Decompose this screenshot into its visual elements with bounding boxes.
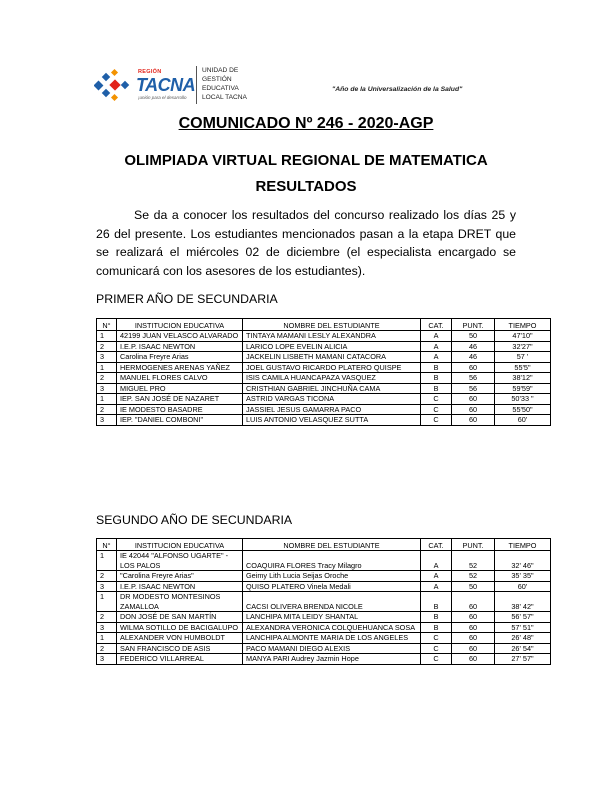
cell-student: JASSIEL JESUS GAMARRA PACO	[243, 404, 421, 415]
cell-school: I.E.P. ISAAC NEWTON	[117, 581, 243, 592]
cell-number: 3	[97, 352, 117, 363]
column-header-school: INSTITUCION EDUCATIVA	[117, 319, 243, 331]
cell-student: LANCHIPA MITA LEIDY SHANTAL	[243, 612, 421, 623]
table-row	[97, 551, 551, 571]
cell-number: 1	[97, 592, 117, 612]
cell-points: 52	[452, 551, 495, 571]
column-header-points: PUNT.	[452, 319, 495, 331]
column-header-student: NOMBRE DEL ESTUDIANTE	[243, 539, 421, 551]
cell-points: 60	[452, 622, 495, 633]
table-row	[97, 571, 551, 582]
document-subtitle: RESULTADOS	[255, 178, 357, 195]
cell-student: LUIS ANTONIO VELASQUEZ SUTTA	[243, 415, 421, 426]
cell-points: 60	[452, 404, 495, 415]
column-header-category: CAT.	[421, 539, 452, 551]
cell-school: DR MODESTO MONTESINOS ZAMALLOA	[117, 592, 243, 612]
cell-category: C	[421, 394, 452, 405]
cell-school: Carolina Freyre Arias	[117, 352, 243, 363]
cell-category: B	[421, 622, 452, 633]
cell-number: 3	[97, 383, 117, 394]
cell-number: 2	[97, 404, 117, 415]
cell-category: A	[421, 352, 452, 363]
cell-student: LANCHIPA ALMONTE MARIA DE LOS ANGELES	[243, 633, 421, 644]
table-row	[97, 331, 551, 342]
cell-student: LARICO LOPE EVELIN ALICIA	[243, 341, 421, 352]
cell-number: 1	[97, 551, 117, 571]
cell-student: QUISO PLATERO Vinela Medali	[243, 581, 421, 592]
results-table-segundo-ano	[96, 538, 551, 665]
cell-points: 56	[452, 373, 495, 384]
table-row	[97, 404, 551, 415]
tacna-emblem-icon	[94, 68, 130, 102]
logo-slogan-text: ¡unión para el desarrollo	[138, 95, 187, 100]
cell-number: 2	[97, 341, 117, 352]
cell-student: ISIS CAMILA HUANCAPAZA VASQUEZ	[243, 373, 421, 384]
ugel-line: EDUCATIVA	[202, 85, 239, 92]
ugel-line: UNIDAD DE	[202, 67, 239, 74]
cell-time: 32' 46"	[495, 551, 551, 571]
cell-school: IE 42044 "ALFONSO UGARTE" - LOS PALOS	[117, 551, 243, 571]
table-header-row	[97, 319, 551, 331]
cell-category: A	[421, 571, 452, 582]
cell-points: 60	[452, 633, 495, 644]
column-header-category: CAT.	[421, 319, 452, 331]
column-header-time: TIEMPO	[495, 539, 551, 551]
table-row	[97, 352, 551, 363]
cell-student: ASTRID VARGAS TICONA	[243, 394, 421, 405]
cell-time: 32'27"	[495, 341, 551, 352]
cell-number: 2	[97, 643, 117, 654]
section-title-primer-ano: PRIMER AÑO DE SECUNDARIA	[96, 292, 278, 306]
cell-school: I.E.P. ISAAC NEWTON	[117, 341, 243, 352]
cell-category: C	[421, 633, 452, 644]
table-row	[97, 341, 551, 352]
cell-points: 46	[452, 341, 495, 352]
cell-school: 42199 JUAN VELASCO ALVARADO	[117, 331, 243, 342]
column-header-student: NOMBRE DEL ESTUDIANTE	[243, 319, 421, 331]
cell-points: 60	[452, 654, 495, 665]
cell-time: 38'12"	[495, 373, 551, 384]
ugel-line: GESTIÓN	[202, 76, 232, 83]
logo-name-text: TACNA	[136, 75, 196, 95]
cell-number: 3	[97, 654, 117, 665]
intro-paragraph: Se da a conocer los resultados del concurso realizado los días 25 y 26 del presente. Los estudiantes mencionados pasan a la etapa DRET que se realizará el miércoles 02 de diciembre (el especialista encargado se comunicará con los asesores de los estudiantes).	[96, 208, 516, 278]
section-title-segundo-ano: SEGUNDO AÑO DE SECUNDARIA	[96, 513, 293, 527]
table-row	[97, 622, 551, 633]
ugel-tacna-logo	[94, 64, 254, 106]
cell-school: IEP. "DANIEL COMBONI"	[117, 415, 243, 426]
cell-category: B	[421, 362, 452, 373]
cell-time: 59'59"	[495, 383, 551, 394]
cell-points: 46	[452, 352, 495, 363]
column-header-points: PUNT.	[452, 539, 495, 551]
year-motto: "Año de la Universalización de la Salud"	[332, 86, 463, 93]
cell-time: 26' 54"	[495, 643, 551, 654]
cell-category: C	[421, 654, 452, 665]
cell-student: PACO MAMANI DIEGO ALEXIS	[243, 643, 421, 654]
cell-school: SAN FRANCISCO DE ASIS	[117, 643, 243, 654]
cell-points: 56	[452, 383, 495, 394]
table-row	[97, 654, 551, 665]
cell-school: "Carolina Freyre Arias"	[117, 571, 243, 582]
cell-category: C	[421, 404, 452, 415]
cell-student: CRISTHIAN GABRIEL JINCHUÑA CAMA	[243, 383, 421, 394]
cell-points: 50	[452, 331, 495, 342]
table-row	[97, 581, 551, 592]
cell-time: 35' 35"	[495, 571, 551, 582]
column-header-number: N°	[97, 319, 117, 331]
cell-points: 60	[452, 612, 495, 623]
table-row	[97, 643, 551, 654]
cell-number: 2	[97, 373, 117, 384]
table-row	[97, 373, 551, 384]
cell-number: 2	[97, 571, 117, 582]
table-row	[97, 612, 551, 623]
table-row	[97, 415, 551, 426]
cell-time: 60'	[495, 415, 551, 426]
cell-student: CACSI OLIVERA BRENDA NICOLE	[243, 592, 421, 612]
cell-time: 38' 42"	[495, 592, 551, 612]
cell-time: 57' 51"	[495, 622, 551, 633]
cell-number: 3	[97, 622, 117, 633]
cell-number: 3	[97, 581, 117, 592]
cell-time: 47'10"	[495, 331, 551, 342]
results-table-primer-ano	[96, 318, 551, 426]
cell-points: 52	[452, 571, 495, 582]
cell-student: JACKELIN LISBETH MAMANI CATACORA	[243, 352, 421, 363]
table-row	[97, 362, 551, 373]
cell-time: 60'	[495, 581, 551, 592]
cell-school: MANUEL FLORES CALVO	[117, 373, 243, 384]
cell-points: 60	[452, 394, 495, 405]
column-header-number: N°	[97, 539, 117, 551]
cell-category: A	[421, 551, 452, 571]
cell-points: 60	[452, 362, 495, 373]
cell-points: 60	[452, 592, 495, 612]
cell-number: 2	[97, 612, 117, 623]
cell-number: 1	[97, 362, 117, 373]
cell-category: B	[421, 383, 452, 394]
cell-category: B	[421, 612, 452, 623]
cell-time: 56' 57"	[495, 612, 551, 623]
table-row	[97, 383, 551, 394]
cell-category: B	[421, 373, 452, 384]
cell-school: IEP. SAN JOSÉ DE NAZARET	[117, 394, 243, 405]
cell-school: WILMA SOTILLO DE BACIGALUPO	[117, 622, 243, 633]
cell-number: 3	[97, 415, 117, 426]
cell-number: 1	[97, 394, 117, 405]
cell-school: ALEXANDER VON HUMBOLDT	[117, 633, 243, 644]
cell-points: 60	[452, 415, 495, 426]
cell-student: JOEL GUSTAVO RICARDO PLATERO QUISPE	[243, 362, 421, 373]
cell-time: 57 '	[495, 352, 551, 363]
cell-points: 50	[452, 581, 495, 592]
cell-school: DON JOSÉ DE SAN MARTÍN	[117, 612, 243, 623]
column-header-school: INSTITUCION EDUCATIVA	[117, 539, 243, 551]
cell-school: IE MODESTO BASADRE	[117, 404, 243, 415]
cell-points: 60	[452, 643, 495, 654]
table-row	[97, 633, 551, 644]
cell-student: COAQUIRA FLORES Tracy Milagro	[243, 551, 421, 571]
document-title: OLIMPIADA VIRTUAL REGIONAL DE MATEMATICA	[124, 152, 488, 169]
cell-school: HERMOGENES ARENAS YAÑEZ	[117, 362, 243, 373]
cell-time: 27' 57"	[495, 654, 551, 665]
cell-category: C	[421, 415, 452, 426]
comunicado-number: COMUNICADO Nº 246 - 2020-AGP	[178, 115, 434, 132]
cell-category: B	[421, 592, 452, 612]
cell-category: C	[421, 643, 452, 654]
cell-number: 1	[97, 331, 117, 342]
cell-category: A	[421, 341, 452, 352]
column-header-time: TIEMPO	[495, 319, 551, 331]
cell-student: MANYA PARI Audrey Jazmin Hope	[243, 654, 421, 665]
logo-ugel-text	[202, 66, 247, 102]
cell-school: FEDERICO VILLARREAL	[117, 654, 243, 665]
table-row	[97, 394, 551, 405]
cell-number: 1	[97, 633, 117, 644]
cell-time: 50'33 "	[495, 394, 551, 405]
logo-region-text: REGIÓN	[138, 69, 162, 75]
cell-category: A	[421, 581, 452, 592]
cell-student: Geimy Lith Lucia Seijas Oroche	[243, 571, 421, 582]
cell-time: 55'5"	[495, 362, 551, 373]
logo-divider	[196, 66, 197, 104]
cell-time: 26' 48"	[495, 633, 551, 644]
cell-school: MIGUEL PRO	[117, 383, 243, 394]
cell-student: TINTAYA MAMANI LESLY ALEXANDRA	[243, 331, 421, 342]
cell-student: ALEXANDRA VERONICA COLQUEHUANCA SOSA	[243, 622, 421, 633]
table-header-row	[97, 539, 551, 551]
cell-category: A	[421, 331, 452, 342]
ugel-line: LOCAL TACNA	[202, 94, 247, 101]
cell-time: 55'50"	[495, 404, 551, 415]
table-row	[97, 592, 551, 612]
